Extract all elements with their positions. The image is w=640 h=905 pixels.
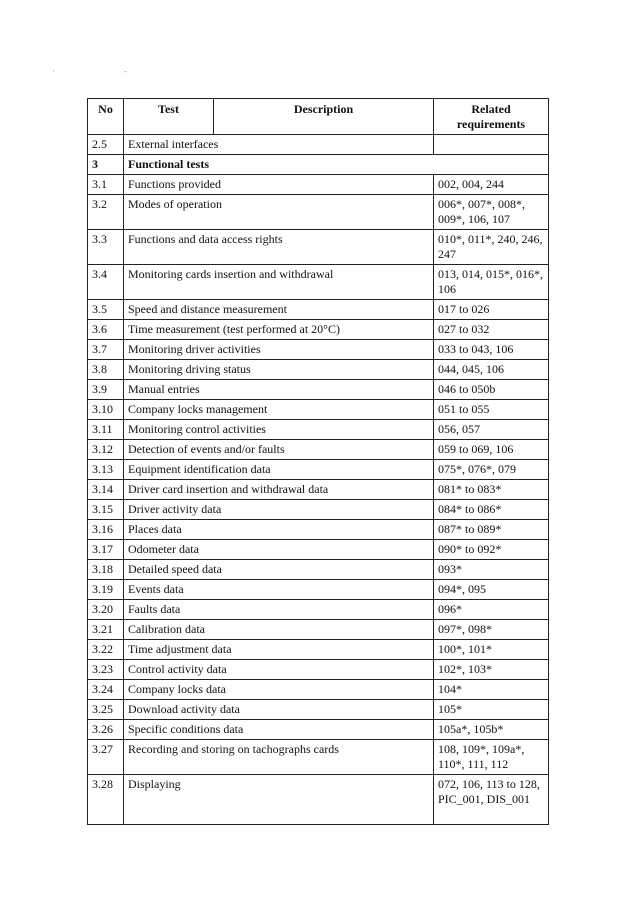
row-test: Company locks management (124, 400, 434, 420)
table-row (88, 700, 549, 720)
row-related-requirements: 033 to 043, 106 (434, 340, 549, 360)
row-test: Time measurement (test performed at 20°C) (124, 320, 434, 340)
table-row (88, 300, 549, 320)
table-row (88, 265, 549, 300)
row-related-requirements: 105a*, 105b* (434, 720, 549, 740)
header-no: No (88, 99, 124, 135)
header-related-requirements: Related requirements (434, 99, 549, 135)
row-related-requirements: 075*, 076*, 079 (434, 460, 549, 480)
row-test: Odometer data (124, 540, 434, 560)
row-related-requirements: 093* (434, 560, 549, 580)
row-number: 3.16 (88, 520, 124, 540)
row-related-requirements: 044, 045, 106 (434, 360, 549, 380)
row-related-requirements: 046 to 050b (434, 380, 549, 400)
table-row (88, 360, 549, 380)
row-test: Events data (124, 580, 434, 600)
row-related-requirements: 027 to 032 (434, 320, 549, 340)
row-number: 3.20 (88, 600, 124, 620)
row-number: 3.23 (88, 660, 124, 680)
row-test: Monitoring control activities (124, 420, 434, 440)
table-row (88, 480, 549, 500)
table-row (88, 400, 549, 420)
row-number: 3.6 (88, 320, 124, 340)
row-related-requirements: 072, 106, 113 to 128, PIC_001, DIS_001 (434, 775, 549, 825)
row-test: Driver card insertion and withdrawal data (124, 480, 434, 500)
table-row (88, 500, 549, 520)
row-related-requirements: 002, 004, 244 (434, 175, 549, 195)
header-description: Description (214, 99, 434, 135)
table-row (88, 195, 549, 230)
row-number: 3 (88, 155, 124, 175)
row-number: 3.8 (88, 360, 124, 380)
row-test: Functional tests (124, 155, 549, 175)
row-test: Monitoring cards insertion and withdrawal (124, 265, 434, 300)
table-row (88, 520, 549, 540)
row-number: 3.19 (88, 580, 124, 600)
row-number: 3.2 (88, 195, 124, 230)
table-row (88, 660, 549, 680)
table-row (88, 775, 549, 825)
row-test: Faults data (124, 600, 434, 620)
table-row (88, 600, 549, 620)
row-number: 3.1 (88, 175, 124, 195)
row-test: Monitoring driving status (124, 360, 434, 380)
row-test: Manual entries (124, 380, 434, 400)
row-number: 3.9 (88, 380, 124, 400)
scan-speck: - (124, 66, 127, 76)
row-number: 3.12 (88, 440, 124, 460)
row-related-requirements (434, 135, 549, 155)
row-number: 3.7 (88, 340, 124, 360)
table-row (88, 560, 549, 580)
row-test: Driver activity data (124, 500, 434, 520)
table-row (88, 380, 549, 400)
row-test: Modes of operation (124, 195, 434, 230)
row-number: 3.24 (88, 680, 124, 700)
row-number: 3.15 (88, 500, 124, 520)
row-test: Functions provided (124, 175, 434, 195)
table-row (88, 175, 549, 195)
row-number: 3.22 (88, 640, 124, 660)
row-number: 3.11 (88, 420, 124, 440)
table-row (88, 340, 549, 360)
row-test: Control activity data (124, 660, 434, 680)
row-test: External interfaces (124, 135, 434, 155)
row-test: Detection of events and/or faults (124, 440, 434, 460)
row-number: 3.27 (88, 740, 124, 775)
row-related-requirements: 081* to 083* (434, 480, 549, 500)
table-body (88, 135, 549, 825)
table-row (88, 320, 549, 340)
header-test: Test (124, 99, 214, 135)
table-row (88, 230, 549, 265)
row-test: Specific conditions data (124, 720, 434, 740)
row-test: Recording and storing on tachographs cards (124, 740, 434, 775)
row-number: 2.5 (88, 135, 124, 155)
row-number: 3.18 (88, 560, 124, 580)
row-related-requirements: 013, 014, 015*, 016*, 106 (434, 265, 549, 300)
row-number: 3.28 (88, 775, 124, 825)
row-number: 3.4 (88, 265, 124, 300)
table-row (88, 460, 549, 480)
row-related-requirements: 084* to 086* (434, 500, 549, 520)
row-test: Company locks data (124, 680, 434, 700)
row-related-requirements: 104* (434, 680, 549, 700)
row-number: 3.3 (88, 230, 124, 265)
table-row (88, 440, 549, 460)
row-test: Places data (124, 520, 434, 540)
row-test: Monitoring driver activities (124, 340, 434, 360)
table-header (88, 99, 549, 135)
row-number: 3.14 (88, 480, 124, 500)
table-row (88, 580, 549, 600)
row-test: Speed and distance measurement (124, 300, 434, 320)
row-related-requirements: 059 to 069, 106 (434, 440, 549, 460)
row-number: 3.21 (88, 620, 124, 640)
row-number: 3.10 (88, 400, 124, 420)
row-related-requirements: 105* (434, 700, 549, 720)
row-test: Equipment identification data (124, 460, 434, 480)
table-row (88, 155, 549, 175)
row-related-requirements: 090* to 092* (434, 540, 549, 560)
row-related-requirements: 010*, 011*, 240, 246, 247 (434, 230, 549, 265)
row-related-requirements: 051 to 055 (434, 400, 549, 420)
row-related-requirements: 087* to 089* (434, 520, 549, 540)
table-row (88, 620, 549, 640)
table-row (88, 680, 549, 700)
row-number: 3.5 (88, 300, 124, 320)
row-test: Time adjustment data (124, 640, 434, 660)
row-test: Download activity data (124, 700, 434, 720)
row-related-requirements: 056, 057 (434, 420, 549, 440)
scan-speck: · (52, 66, 55, 76)
row-related-requirements: 102*, 103* (434, 660, 549, 680)
row-number: 3.17 (88, 540, 124, 560)
row-number: 3.26 (88, 720, 124, 740)
row-related-requirements: 100*, 101* (434, 640, 549, 660)
row-related-requirements: 108, 109*, 109a*, 110*, 111, 112 (434, 740, 549, 775)
row-test: Detailed speed data (124, 560, 434, 580)
table-row (88, 720, 549, 740)
row-test: Functions and data access rights (124, 230, 434, 265)
row-test: Calibration data (124, 620, 434, 640)
table-row (88, 540, 549, 560)
table-row (88, 740, 549, 775)
table-row (88, 135, 549, 155)
row-related-requirements: 096* (434, 600, 549, 620)
row-number: 3.13 (88, 460, 124, 480)
requirements-table (87, 98, 549, 825)
row-related-requirements: 097*, 098* (434, 620, 549, 640)
table-row (88, 420, 549, 440)
row-number: 3.25 (88, 700, 124, 720)
row-test: Displaying (124, 775, 434, 825)
table-row (88, 640, 549, 660)
row-related-requirements: 094*, 095 (434, 580, 549, 600)
row-related-requirements: 006*, 007*, 008*, 009*, 106, 107 (434, 195, 549, 230)
row-related-requirements: 017 to 026 (434, 300, 549, 320)
